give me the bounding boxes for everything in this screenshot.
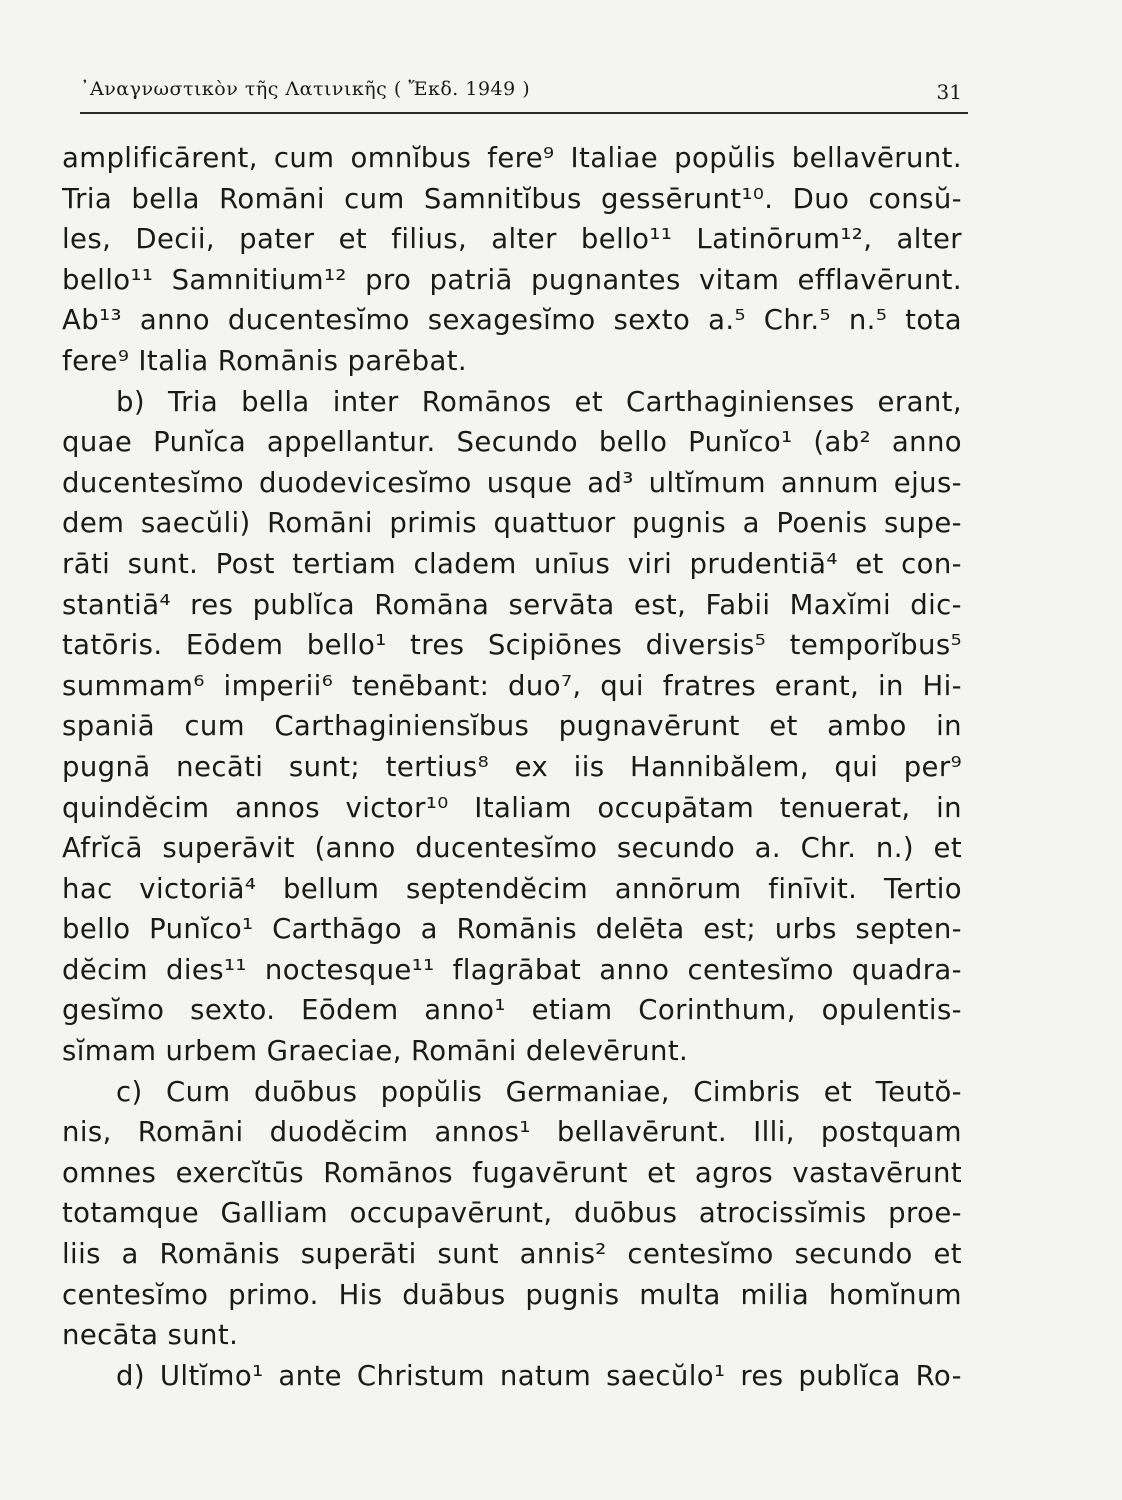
- text-line: centesĭmo primo. His duābus pugnis multa milia homĭnum: [62, 1278, 962, 1311]
- text-line: rāti sunt. Post tertiam cladem unīus viri prudentiā⁴ et con-: [62, 547, 962, 580]
- page-number: 31: [936, 80, 962, 104]
- text-line: nis, Romāni duodĕcim annos¹ bellavērunt. Illi, postquam: [62, 1116, 962, 1149]
- text-line: quae Punĭca appellantur. Secundo bello Punĭco¹ (ab² anno: [62, 426, 962, 459]
- text-line: liis a Romānis superāti sunt annis² centesĭmo secundo et: [62, 1238, 962, 1271]
- text-line: ducentesĭmo duodevicesĭmo usque ad³ ultĭmum annum ejus-: [62, 466, 962, 499]
- text-line: amplificārent, cum omnĭbus fere⁹ Italiae popŭlis bellavērunt.: [62, 142, 962, 174]
- paragraph-d-start: d) Ultĭmo¹ ante Christum natum saecŭlo¹ res publĭca Ro-: [116, 1359, 962, 1392]
- text-line: sĭmam urbem Graeciae, Romāni delevērunt.: [62, 1035, 689, 1068]
- text-line: bello¹¹ Samnitium¹² pro patriā pugnantes vitam efflavērunt.: [62, 263, 962, 296]
- text-line: quindĕcim annos victor¹⁰ Italiam occupātam tenuerat, in: [62, 791, 962, 824]
- paragraph-b-start: b) Tria bella inter Romānos et Carthaginienses erant,: [116, 385, 962, 418]
- text-line: hac victoriā⁴ bellum septendĕcim annōrum finīvit. Tertio: [62, 872, 962, 905]
- text-line: tatōris. Eōdem bello¹ tres Scipiōnes diversis⁵ temporĭbus⁵: [62, 629, 962, 662]
- body-text: [62, 138, 962, 1396]
- text-line: omnes exercĭtūs Romānos fugavērunt et agros vastavērunt: [62, 1156, 962, 1189]
- text-line: necāta sunt.: [62, 1319, 239, 1352]
- text-line: dem saecŭli) Romāni primis quattuor pugnis a Poenis supe-: [62, 507, 962, 540]
- text-line: les, Decii, pater et filius, alter bello¹¹ Latinōrum¹², alter: [62, 223, 962, 256]
- text-line: pugnā necāti sunt; tertius⁸ ex iis Hannibălem, qui per⁹: [62, 750, 962, 783]
- text-line: stantiā⁴ res publĭca Romāna servāta est, Fabii Maxĭmi dic-: [62, 588, 962, 621]
- running-title: ᾿Αναγνωστικὸν τῆς Λατινικῆς ( Ἔκδ. 1949 ): [80, 78, 531, 100]
- text-line: Tria bella Romāni cum Samnitĭbus gessērunt¹⁰. Duo consŭ-: [62, 182, 962, 215]
- text-line: spaniā cum Carthaginiensĭbus pugnavērunt et ambo in: [62, 710, 962, 743]
- text-line: totamque Galliam occupavērunt, duōbus atrocissĭmis proe-: [62, 1197, 962, 1230]
- text-line: gesĭmo sexto. Eōdem anno¹ etiam Corinthum, opulentis-: [62, 994, 962, 1027]
- text-line: summam⁶ imperii⁶ tenēbant: duo⁷, qui fratres erant, in Hi-: [62, 669, 962, 702]
- paragraph-c-start: c) Cum duōbus popŭlis Germaniae, Cimbris et Teutŏ-: [116, 1075, 962, 1108]
- text-line: dĕcim dies¹¹ noctesque¹¹ flagrābat anno centesĭmo quadra-: [62, 953, 962, 986]
- text-line: Afrĭcā superāvit (anno ducentesĭmo secundo a. Chr. n.) et: [62, 832, 962, 865]
- text-line: Ab¹³ anno ducentesĭmo sexagesĭmo sexto a.⁵ Chr.⁵ n.⁵ tota: [62, 304, 962, 337]
- text-line: fere⁹ Italia Romānis parēbat.: [62, 344, 468, 377]
- text-line: bello Punĭco¹ Carthāgo a Romānis delēta est; urbs septen-: [62, 913, 962, 946]
- page-header: [80, 72, 968, 114]
